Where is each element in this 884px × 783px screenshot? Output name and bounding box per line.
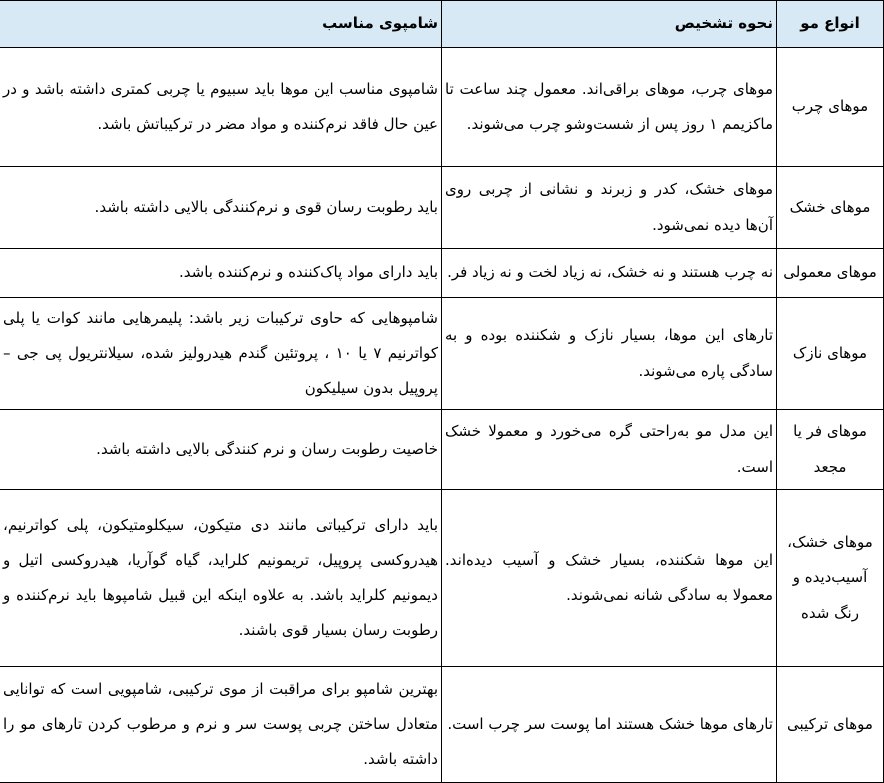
table-row <box>0 167 884 249</box>
table-header-row <box>0 1 884 48</box>
hair-type-cell: موهای خشک، آسیب‌دیده و رنگ شده <box>777 490 884 667</box>
detection-cell: این مدل مو به‌راحتی گره می‌خورد و معمولا خشک است. <box>442 410 777 490</box>
shampoo-cell: باید دارای مواد پاک‌کننده و نرم‌کننده باشد. <box>0 249 442 298</box>
header-row <box>0 1 884 48</box>
hair-type-cell: موهای چرب <box>777 48 884 167</box>
shampoo-cell: شامپوهایی که حاوی ترکیبات زیر باشد: پلیمرهایی مانند کوات یا پلی کواترنیم ۷ یا ۱۰ ، پروتئین گندم هیدرولیز شده، سیلانتریول پی جی – پروپیل بدون سیلیکون <box>0 298 442 410</box>
table-row <box>0 249 884 298</box>
shampoo-cell: بهترین شامپو برای مراقبت از موی ترکیبی، شامپویی است که توانایی متعادل ساختن چربی پوست سر و نرم و مرطوب کردن تارهای مو را داشته باشد. <box>0 667 442 783</box>
detection-cell: تارهای این موها، بسیار نازک و شکننده بوده و به سادگی پاره می‌شوند. <box>442 298 777 410</box>
header-shampoo: شامپوی مناسب <box>0 1 442 48</box>
header-hair-type: انواع مو <box>777 1 884 48</box>
table-body <box>0 48 884 783</box>
table-row <box>0 667 884 783</box>
shampoo-cell: باید رطوبت رسان قوی و نرم‌کنندگی بالایی داشته باشد. <box>0 167 442 249</box>
header-detection: نحوه تشخیص <box>442 1 777 48</box>
detection-cell: تارهای موها خشک هستند اما پوست سر چرب است. <box>442 667 777 783</box>
hair-type-cell: موهای معمولی <box>777 249 884 298</box>
shampoo-cell: خاصیت رطوبت رسان و نرم کنندگی بالایی داشته باشد. <box>0 410 442 490</box>
hair-type-cell: موهای نازک <box>777 298 884 410</box>
table-row <box>0 48 884 167</box>
hair-type-cell: موهای خشک <box>777 167 884 249</box>
detection-cell: این موها شکننده، بسیار خشک و آسیب دیده‌اند. معمولا به سادگی شانه نمی‌شوند. <box>442 490 777 667</box>
table-row <box>0 298 884 410</box>
detection-cell: موهای خشک، کدر و زبرند و نشانی از چربی روی آن‌ها دیده نمی‌شود. <box>442 167 777 249</box>
detection-cell: موهای چرب، موهای براقی‌اند. معمول چند ساعت تا ماکزیمم ۱ روز پس از شست‌وشو چرب می‌شوند. <box>442 48 777 167</box>
hair-type-cell: موهای ترکیبی <box>777 667 884 783</box>
table-row <box>0 410 884 490</box>
table-row <box>0 490 884 667</box>
detection-cell: نه چرب هستند و نه خشک، نه زیاد لخت و نه زیاد فر. <box>442 249 777 298</box>
hair-type-cell: موهای فر یا مجعد <box>777 410 884 490</box>
shampoo-cell: باید دارای ترکیباتی مانند دی متیکون، سیکلومتیکون، پلی کواترنیم، هیدروکسی پروپیل، تریمونیم کلراید، گیاه گوآریا، هیدروکسی اتیل و دیمونیم کلراید باشد. به علاوه اینکه این قبیل شامپوها باید نرم‌کننده و رطوبت رسان بسیار قوی باشند. <box>0 490 442 667</box>
shampoo-cell: شامپوی مناسب این موها باید سبیوم یا چربی کمتری داشته باشد و در عین حال فاقد نرم‌کننده و مواد مضر در ترکیباتش باشد. <box>0 48 442 167</box>
